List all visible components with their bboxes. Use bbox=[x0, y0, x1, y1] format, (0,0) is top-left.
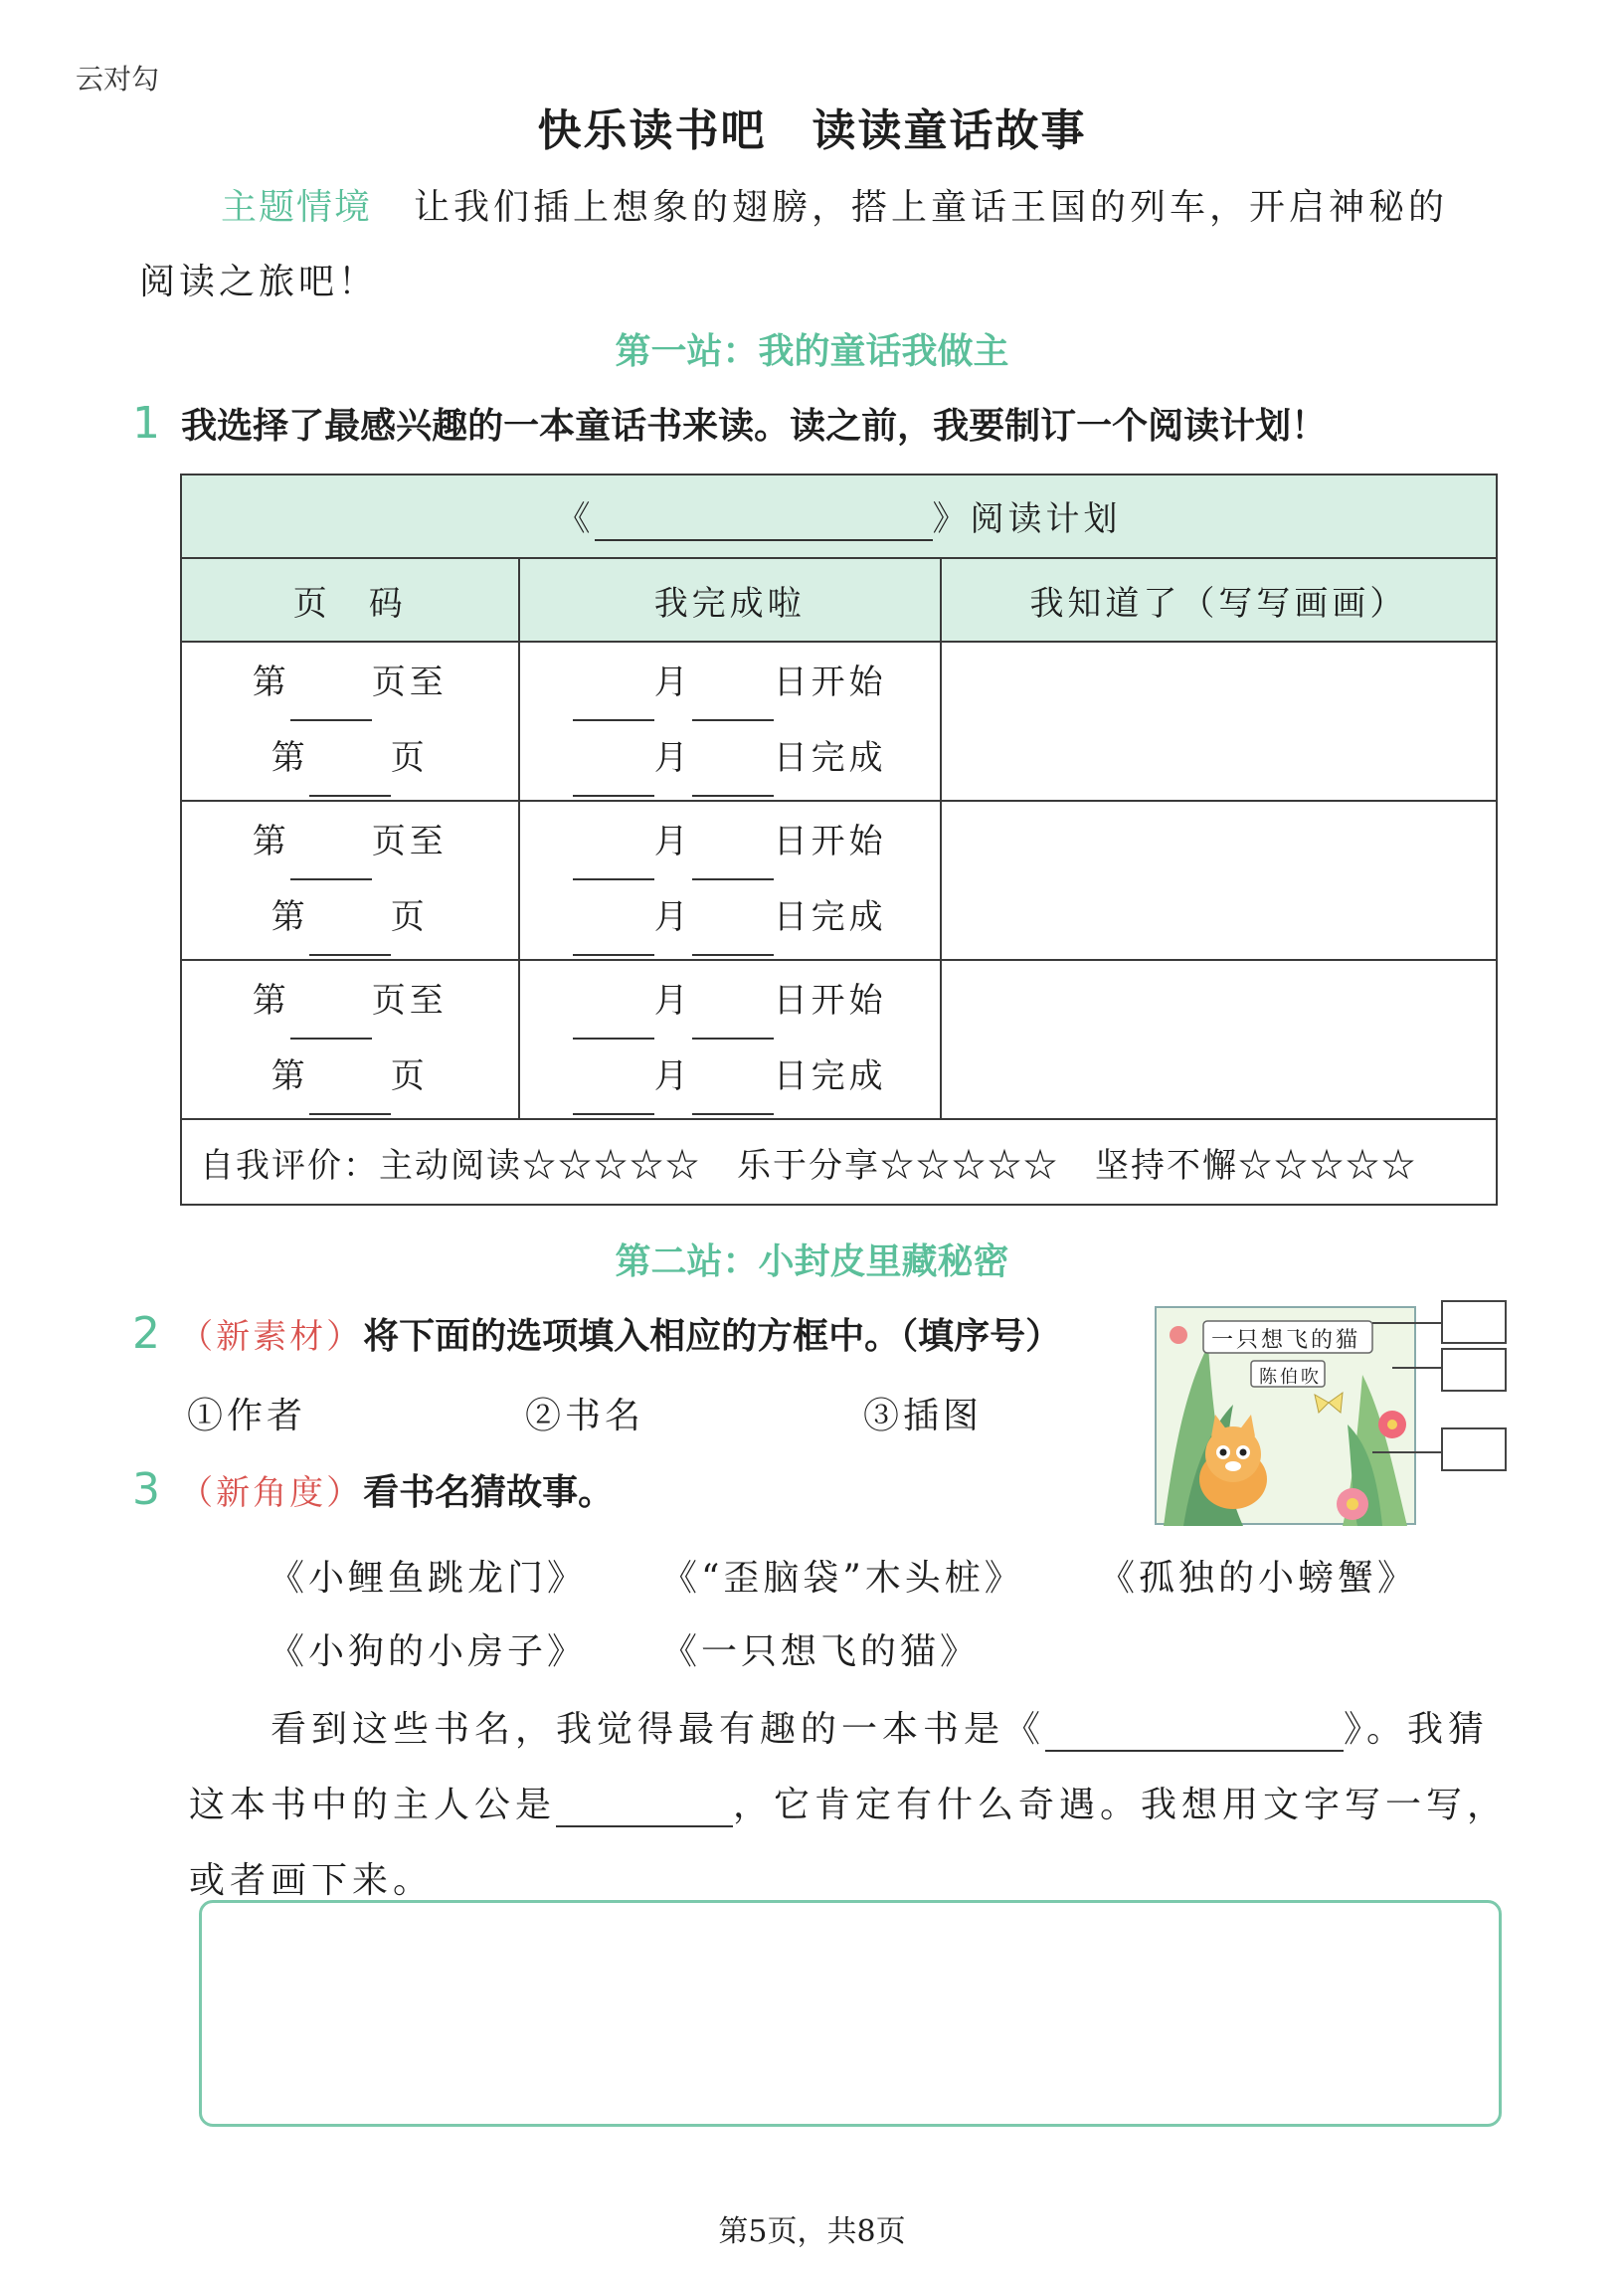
text: 日开始 bbox=[773, 822, 887, 861]
day-start-blank[interactable] bbox=[692, 805, 774, 880]
text: 第 bbox=[271, 1056, 309, 1096]
question-3 bbox=[132, 1464, 614, 1515]
plan-title-left: 《 bbox=[556, 499, 595, 539]
text: 第 bbox=[271, 897, 309, 937]
month-start-blank[interactable] bbox=[573, 805, 654, 880]
answer-box-title[interactable] bbox=[1441, 1300, 1507, 1344]
header-done: 我完成啦 bbox=[519, 558, 941, 642]
day-start-blank[interactable] bbox=[692, 646, 774, 721]
text: 页 bbox=[390, 897, 429, 937]
notes-cell[interactable] bbox=[941, 642, 1497, 801]
question-3-number: 3 bbox=[132, 1464, 160, 1515]
self-evaluation-row bbox=[181, 1119, 1497, 1205]
question-3-tag: （新角度） bbox=[179, 1473, 364, 1513]
question-2-number: 2 bbox=[132, 1308, 160, 1359]
guess-line-1 bbox=[271, 1701, 1489, 1752]
guess-text-1b: 》。我猜 bbox=[1344, 1709, 1490, 1750]
page-range-cell bbox=[181, 801, 519, 960]
favorite-book-blank[interactable] bbox=[1045, 1709, 1344, 1752]
theme-text-2: 阅读之旅吧！ bbox=[139, 262, 379, 302]
header-pages: 页 码 bbox=[181, 558, 519, 642]
text: 月 bbox=[653, 822, 692, 861]
question-2-text: 将下面的选项填入相应的方框中。（填序号） bbox=[363, 1316, 1062, 1357]
text: 日开始 bbox=[773, 663, 887, 702]
page-to-blank[interactable] bbox=[309, 721, 391, 797]
question-3-text: 看书名猜故事。 bbox=[363, 1472, 615, 1513]
answer-box-illustration[interactable] bbox=[1441, 1427, 1507, 1471]
notes-cell[interactable] bbox=[941, 801, 1497, 960]
writing-drawing-box[interactable] bbox=[199, 1900, 1502, 2127]
text: 页 bbox=[390, 738, 429, 778]
page-number: 第5页，共8页 bbox=[718, 2214, 906, 2249]
question-1-text: 我选择了最感兴趣的一本童话书来读。读之前，我要制订一个阅读计划！ bbox=[181, 406, 1328, 447]
station-2-title: 第二站：小封皮里藏秘密 bbox=[615, 1241, 1009, 1282]
guess-text-2a: 这本书中的主人公是 bbox=[189, 1785, 557, 1825]
page-range-cell bbox=[181, 642, 519, 801]
page-title: 快乐读书吧 读读童话故事 bbox=[537, 105, 1087, 156]
page-from-blank[interactable] bbox=[290, 646, 372, 721]
text: 日完成 bbox=[773, 897, 887, 937]
text: 页至 bbox=[371, 663, 448, 702]
date-cell bbox=[519, 960, 941, 1119]
date-cell bbox=[519, 642, 941, 801]
header-learned: 我知道了（写写画画） bbox=[941, 558, 1497, 642]
book-title-4: 《小狗的小房子》 bbox=[269, 1631, 588, 1672]
option-illustration: ③插图 bbox=[863, 1396, 984, 1436]
day-done-blank[interactable] bbox=[692, 721, 774, 797]
book-title-2: 《“歪脑袋”木头桩》 bbox=[661, 1558, 1024, 1599]
notes-cell[interactable] bbox=[941, 960, 1497, 1119]
question-2 bbox=[132, 1308, 1061, 1359]
question-2-tag: （新素材） bbox=[179, 1317, 364, 1357]
table-row bbox=[181, 801, 1497, 960]
page-from-blank[interactable] bbox=[290, 964, 372, 1040]
text: 月 bbox=[653, 738, 692, 778]
plan-title-right: 》阅读计划 bbox=[932, 499, 1122, 539]
table-row bbox=[181, 960, 1497, 1119]
page-range-cell bbox=[181, 960, 519, 1119]
cover-book-title: 一只想飞的猫 bbox=[1211, 1328, 1361, 1353]
text: 第 bbox=[252, 663, 290, 702]
connector-lines bbox=[1372, 1293, 1442, 1492]
month-done-blank[interactable] bbox=[573, 721, 654, 797]
answer-box-author[interactable] bbox=[1441, 1348, 1507, 1392]
month-done-blank[interactable] bbox=[573, 1040, 654, 1115]
cover-author: 陈伯吹 bbox=[1259, 1367, 1322, 1388]
protagonist-blank[interactable] bbox=[556, 1785, 733, 1827]
text: 页至 bbox=[371, 981, 448, 1021]
day-done-blank[interactable] bbox=[692, 1040, 774, 1115]
theme-line bbox=[221, 179, 1448, 230]
guess-text-1a: 看到这些书名，我觉得最有趣的一本书是《 bbox=[271, 1709, 1046, 1750]
text: 第 bbox=[252, 822, 290, 861]
month-done-blank[interactable] bbox=[573, 880, 654, 956]
text: 月 bbox=[653, 981, 692, 1021]
plan-header-row bbox=[181, 558, 1497, 642]
guess-text-2b: ，它肯定有什么奇遇。我想用文字写一写， bbox=[733, 1785, 1509, 1825]
day-start-blank[interactable] bbox=[692, 964, 774, 1040]
guess-line-2 bbox=[189, 1777, 1508, 1827]
option-title: ②书名 bbox=[525, 1396, 645, 1436]
book-title-3: 《孤独的小螃蟹》 bbox=[1099, 1558, 1418, 1599]
plan-title-cell bbox=[181, 475, 1497, 558]
book-name-blank[interactable] bbox=[595, 499, 933, 541]
date-cell bbox=[519, 801, 941, 960]
guess-line-3: 或者画下来。 bbox=[189, 1860, 435, 1901]
text: 月 bbox=[653, 897, 692, 937]
station-1-title: 第一站：我的童话我做主 bbox=[615, 331, 1009, 372]
plan-title-row bbox=[181, 475, 1497, 558]
month-start-blank[interactable] bbox=[573, 646, 654, 721]
page-from-blank[interactable] bbox=[290, 805, 372, 880]
text: 第 bbox=[271, 738, 309, 778]
table-row bbox=[181, 642, 1497, 801]
text: 页至 bbox=[371, 822, 448, 861]
month-start-blank[interactable] bbox=[573, 964, 654, 1040]
day-done-blank[interactable] bbox=[692, 880, 774, 956]
reading-plan-table bbox=[180, 474, 1498, 1206]
text: 页 bbox=[390, 1056, 429, 1096]
page-to-blank[interactable] bbox=[309, 1040, 391, 1115]
theme-label: 主题情境 bbox=[221, 187, 373, 228]
text: 月 bbox=[653, 663, 692, 702]
text: 第 bbox=[252, 981, 290, 1021]
text: 月 bbox=[653, 1056, 692, 1096]
page-to-blank[interactable] bbox=[309, 880, 391, 956]
text: 日完成 bbox=[773, 738, 887, 778]
brand-label: 云对勾 bbox=[76, 63, 160, 95]
text: 日开始 bbox=[773, 981, 887, 1021]
self-evaluation[interactable]: 自我评价：主动阅读☆☆☆☆☆ 乐于分享☆☆☆☆☆ 坚持不懈☆☆☆☆☆ bbox=[181, 1119, 1497, 1205]
text: 日完成 bbox=[773, 1056, 887, 1096]
option-author: ①作者 bbox=[187, 1396, 307, 1436]
theme-text-1: 让我们插上想象的翅膀，搭上童话王国的列车，开启神秘的 bbox=[414, 187, 1449, 228]
book-title-1: 《小鲤鱼跳龙门》 bbox=[269, 1558, 588, 1599]
question-1-number: 1 bbox=[132, 398, 160, 449]
question-1 bbox=[132, 398, 1327, 449]
book-title-5: 《一只想飞的猫》 bbox=[661, 1631, 981, 1672]
